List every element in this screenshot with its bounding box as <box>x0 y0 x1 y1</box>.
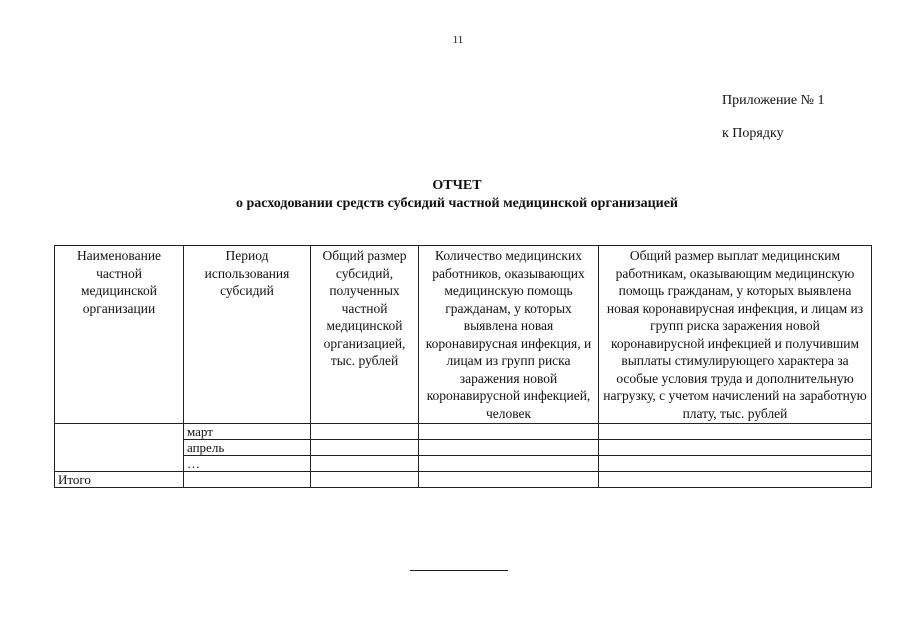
footer-separator-line <box>410 570 508 571</box>
workers-count-cell[interactable] <box>419 440 599 456</box>
payments-amount-cell[interactable] <box>599 456 872 472</box>
subsidy-amount-cell[interactable] <box>311 424 419 440</box>
payments-amount-cell[interactable] <box>599 440 872 456</box>
total-label: Итого <box>55 472 184 488</box>
period-cell: март <box>184 424 311 440</box>
total-row <box>55 472 872 488</box>
header-payments-amount: Общий размер выплат медицинским работникам, оказывающим медицинскую помощь гражданам, у которых выявлена новая коронавирусная инфекция, и лицам из групп риска заражения новой коронавирусной инфекцией и получившим выплаты стимулирующего характера за особые условия труда и дополнительную нагрузку, с учетом начислений на заработную плату, тыс. рублей <box>599 246 872 424</box>
appendix-order-label: к Порядку <box>722 126 784 141</box>
header-period: Период использования субсидий <box>184 246 311 424</box>
total-workers-count-cell[interactable] <box>419 472 599 488</box>
header-workers-count: Количество медицинских работников, оказывающих медицинскую помощь гражданам, у которых выявлена новая коронавирусная инфекция, и лицам из групп риска заражения новой коронавирусной инфекцией, человек <box>419 246 599 424</box>
payments-amount-cell[interactable] <box>599 424 872 440</box>
report-table <box>54 245 872 488</box>
table-row <box>55 424 872 440</box>
report-title: ОТЧЕТ <box>432 178 482 193</box>
report-subtitle: о расходовании средств субсидий частной медицинской организацией <box>236 196 678 211</box>
header-row <box>55 246 872 424</box>
page-number: 11 <box>452 34 464 46</box>
total-payments-amount-cell[interactable] <box>599 472 872 488</box>
workers-count-cell[interactable] <box>419 456 599 472</box>
subsidy-amount-cell[interactable] <box>311 456 419 472</box>
subsidy-amount-cell[interactable] <box>311 440 419 456</box>
total-subsidy-amount-cell[interactable] <box>311 472 419 488</box>
header-subsidy-amount: Общий размер субсидий, полученных частной медицинской организацией, тыс. рублей <box>311 246 419 424</box>
workers-count-cell[interactable] <box>419 424 599 440</box>
organization-name-cell[interactable] <box>55 424 184 472</box>
period-cell: апрель <box>184 440 311 456</box>
period-cell: … <box>184 456 311 472</box>
header-organization-name: Наименование частной медицинской организации <box>55 246 184 424</box>
total-period-cell[interactable] <box>184 472 311 488</box>
appendix-label: Приложение № 1 <box>722 93 825 108</box>
